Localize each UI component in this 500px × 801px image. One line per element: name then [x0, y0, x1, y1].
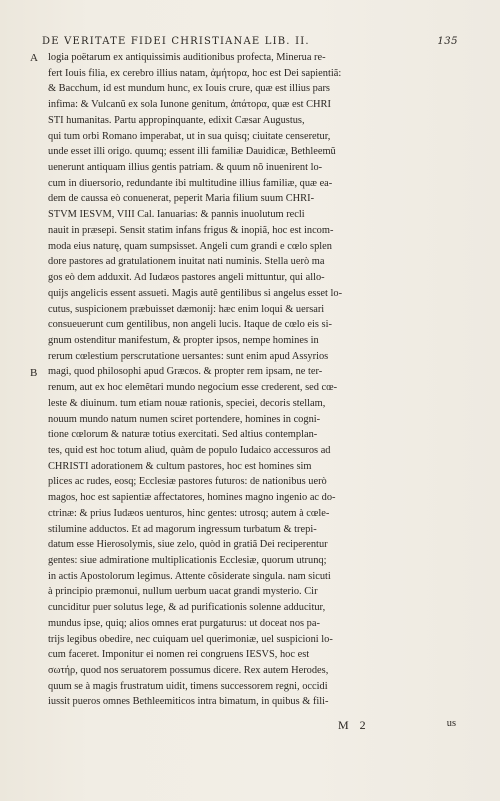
text-line: quijs angelicis essent assueti. Magis autẽ gentilibus si angelus esset lo-: [48, 287, 343, 299]
text-line: CHRISTI adorationem & cultum pastores, hoc est homines sim: [48, 460, 312, 472]
margin-letter-b: B: [30, 367, 38, 379]
text-line: ctrinæ: & prius Iudæos uenturos, hinc gentes: utrosq; autem à cœle-: [48, 507, 330, 519]
text-line: nauit in præsepi. Sensit statim infans frigus & inopiã, hoc est incom-: [48, 224, 334, 236]
text-line: quum se à magis frustratum uidit, timens successorem regni, occidi: [48, 680, 328, 692]
text-line: leste & diuinum. tum etiam nouæ rationis, speciei, decoris stellam,: [48, 397, 326, 409]
text-line: stilumine adductos. Et ad magorum ingressum turbatum & trepi-: [48, 523, 317, 535]
text-line: datum esse Hierosolymis, siue zelo, quòd in gratiã Dei reciperentur: [48, 539, 328, 551]
text-line: moda eius naturę, quam sumpsisset. Angeli cum grandi e cœlo splen: [48, 240, 332, 252]
running-title: DE VERITATE FIDEI CHRISTIANAE LIB. II.: [42, 36, 310, 47]
text-line: plices ac rudes, eosq; Ecclesiæ pastores futuros: de nationibus uerò: [48, 476, 327, 488]
text-line: dore pastores ad gratulationem inuitat nati numinis. Stella uerò ma: [48, 256, 325, 268]
text-line: fert Iouis filia, ex cerebro illius natam, ἀμήτορα, hoc est Dei sapientiã:: [48, 67, 342, 79]
margin-letter-a: A: [30, 52, 38, 64]
text-line: cutus, suspicionem præbuisset dæmonij: hæc enim loqui & uersari: [48, 303, 325, 315]
text-line: cum in diuersorio, redundante ibi multitudine illius familiæ, quæ ea-: [48, 177, 333, 189]
text-line: à principio præmonui, nullum uerbum uacat grandi mysterio. Cir: [48, 586, 318, 598]
text-line: in actis Apostolorum legimus. Attente cõsiderate singula. nam sicuti: [48, 570, 331, 582]
text-line: & Bacchum, id est mundum hunc, ex Iouis crure, quæ est illius pars: [48, 83, 330, 95]
text-line: infima: & Vulcanũ ex sola Iunone genitum, ἀπάτορα, quæ est CHRI: [48, 99, 331, 111]
text-line: magi, quod philosophi apud Græcos. & propter rem ipsam, ne ter-: [48, 366, 323, 378]
text-line: mundus ipse, quiq; alios omnes erat purgaturus: ut doceat nos pa-: [48, 617, 320, 629]
text-line: gos eò dem adduxit. Ad Iudæos pastores angeli mittuntur, qui allo-: [48, 272, 325, 284]
text-line: STVM IESVM, VIII Cal. Ianuarias: & pannis inuolutum recli: [48, 209, 305, 221]
text-line: dem de caussa eò conuenerat, peperit Maria filium suum CHRI-: [48, 193, 315, 205]
text-line: σωτήρ, quod nos seruatorem possumus dicere. Rex autem Herodes,: [48, 665, 329, 677]
running-header: [42, 36, 460, 47]
text-line: qui tum orbi Romano imperabat, ut in sua quisq; ciuitate censeretur,: [48, 130, 331, 142]
text-line: unde esset illi origo. quumq; essent illi familiæ Dauidicæ, Bethleemũ: [48, 146, 336, 158]
text-line: cum faceret. Imponitur ei nomen rei congruens IESVS, hoc est: [48, 649, 310, 661]
text-line: logia poëtarum ex antiquissimis auditionibus profecta, Minerua re-: [48, 52, 326, 63]
text-line: gentes: siue admiratione multiplicationis Ecclesiæ, quorum utrunq;: [48, 555, 327, 566]
text-line: gnum ostenditur manifestum, & propter ipsos, nempe homines in: [48, 334, 319, 346]
text-line: cunciditur puer solutus lege, & ad purificationis solenne adducitur,: [48, 602, 326, 614]
text-line: nouum mundo natum numen sciret portendere, homines in cogni-: [48, 413, 321, 425]
text-line: iussit pueros omnes Bethleemiticos intra bimatum, in quibus & fili-: [48, 696, 329, 708]
text-line: tes, quid est hoc totum aliud, quàm de populo Iudaico accessuros ad: [48, 444, 331, 456]
text-line: magos, hoc est sapientiæ affectatores, homines magno ingenio ac do-: [48, 492, 336, 504]
text-line: renum, aut ex hoc elemẽtari mundo negocium esse crederent, sed cœ-: [48, 382, 338, 394]
text-line: uenerunt antiquam illius gentis patriam. & quum nõ inuenirent lo-: [48, 162, 323, 174]
text-line: rerum cœlestium perscrutatione uersantes: sunt enim apud Assyrios: [48, 350, 329, 362]
signature-mark: M 2: [338, 718, 370, 732]
folio-number: 135: [437, 36, 458, 47]
text-line: trijs legibus obedire, nec cuiquam uel querimoniæ, uel suspicioni lo-: [48, 633, 333, 645]
text-line: tione cœlorum & naturæ totius exercitati. Sed altius contemplan-: [48, 429, 318, 441]
text-line: STI humanitas. Partu appropinquante, edixit Cæsar Augustus,: [48, 114, 305, 126]
catchword: us: [446, 718, 456, 729]
body-text: [48, 50, 460, 710]
text-line: consueuerunt cum gentilibus, non angeli lucis. Itaque de cœlo eis si-: [48, 319, 332, 331]
